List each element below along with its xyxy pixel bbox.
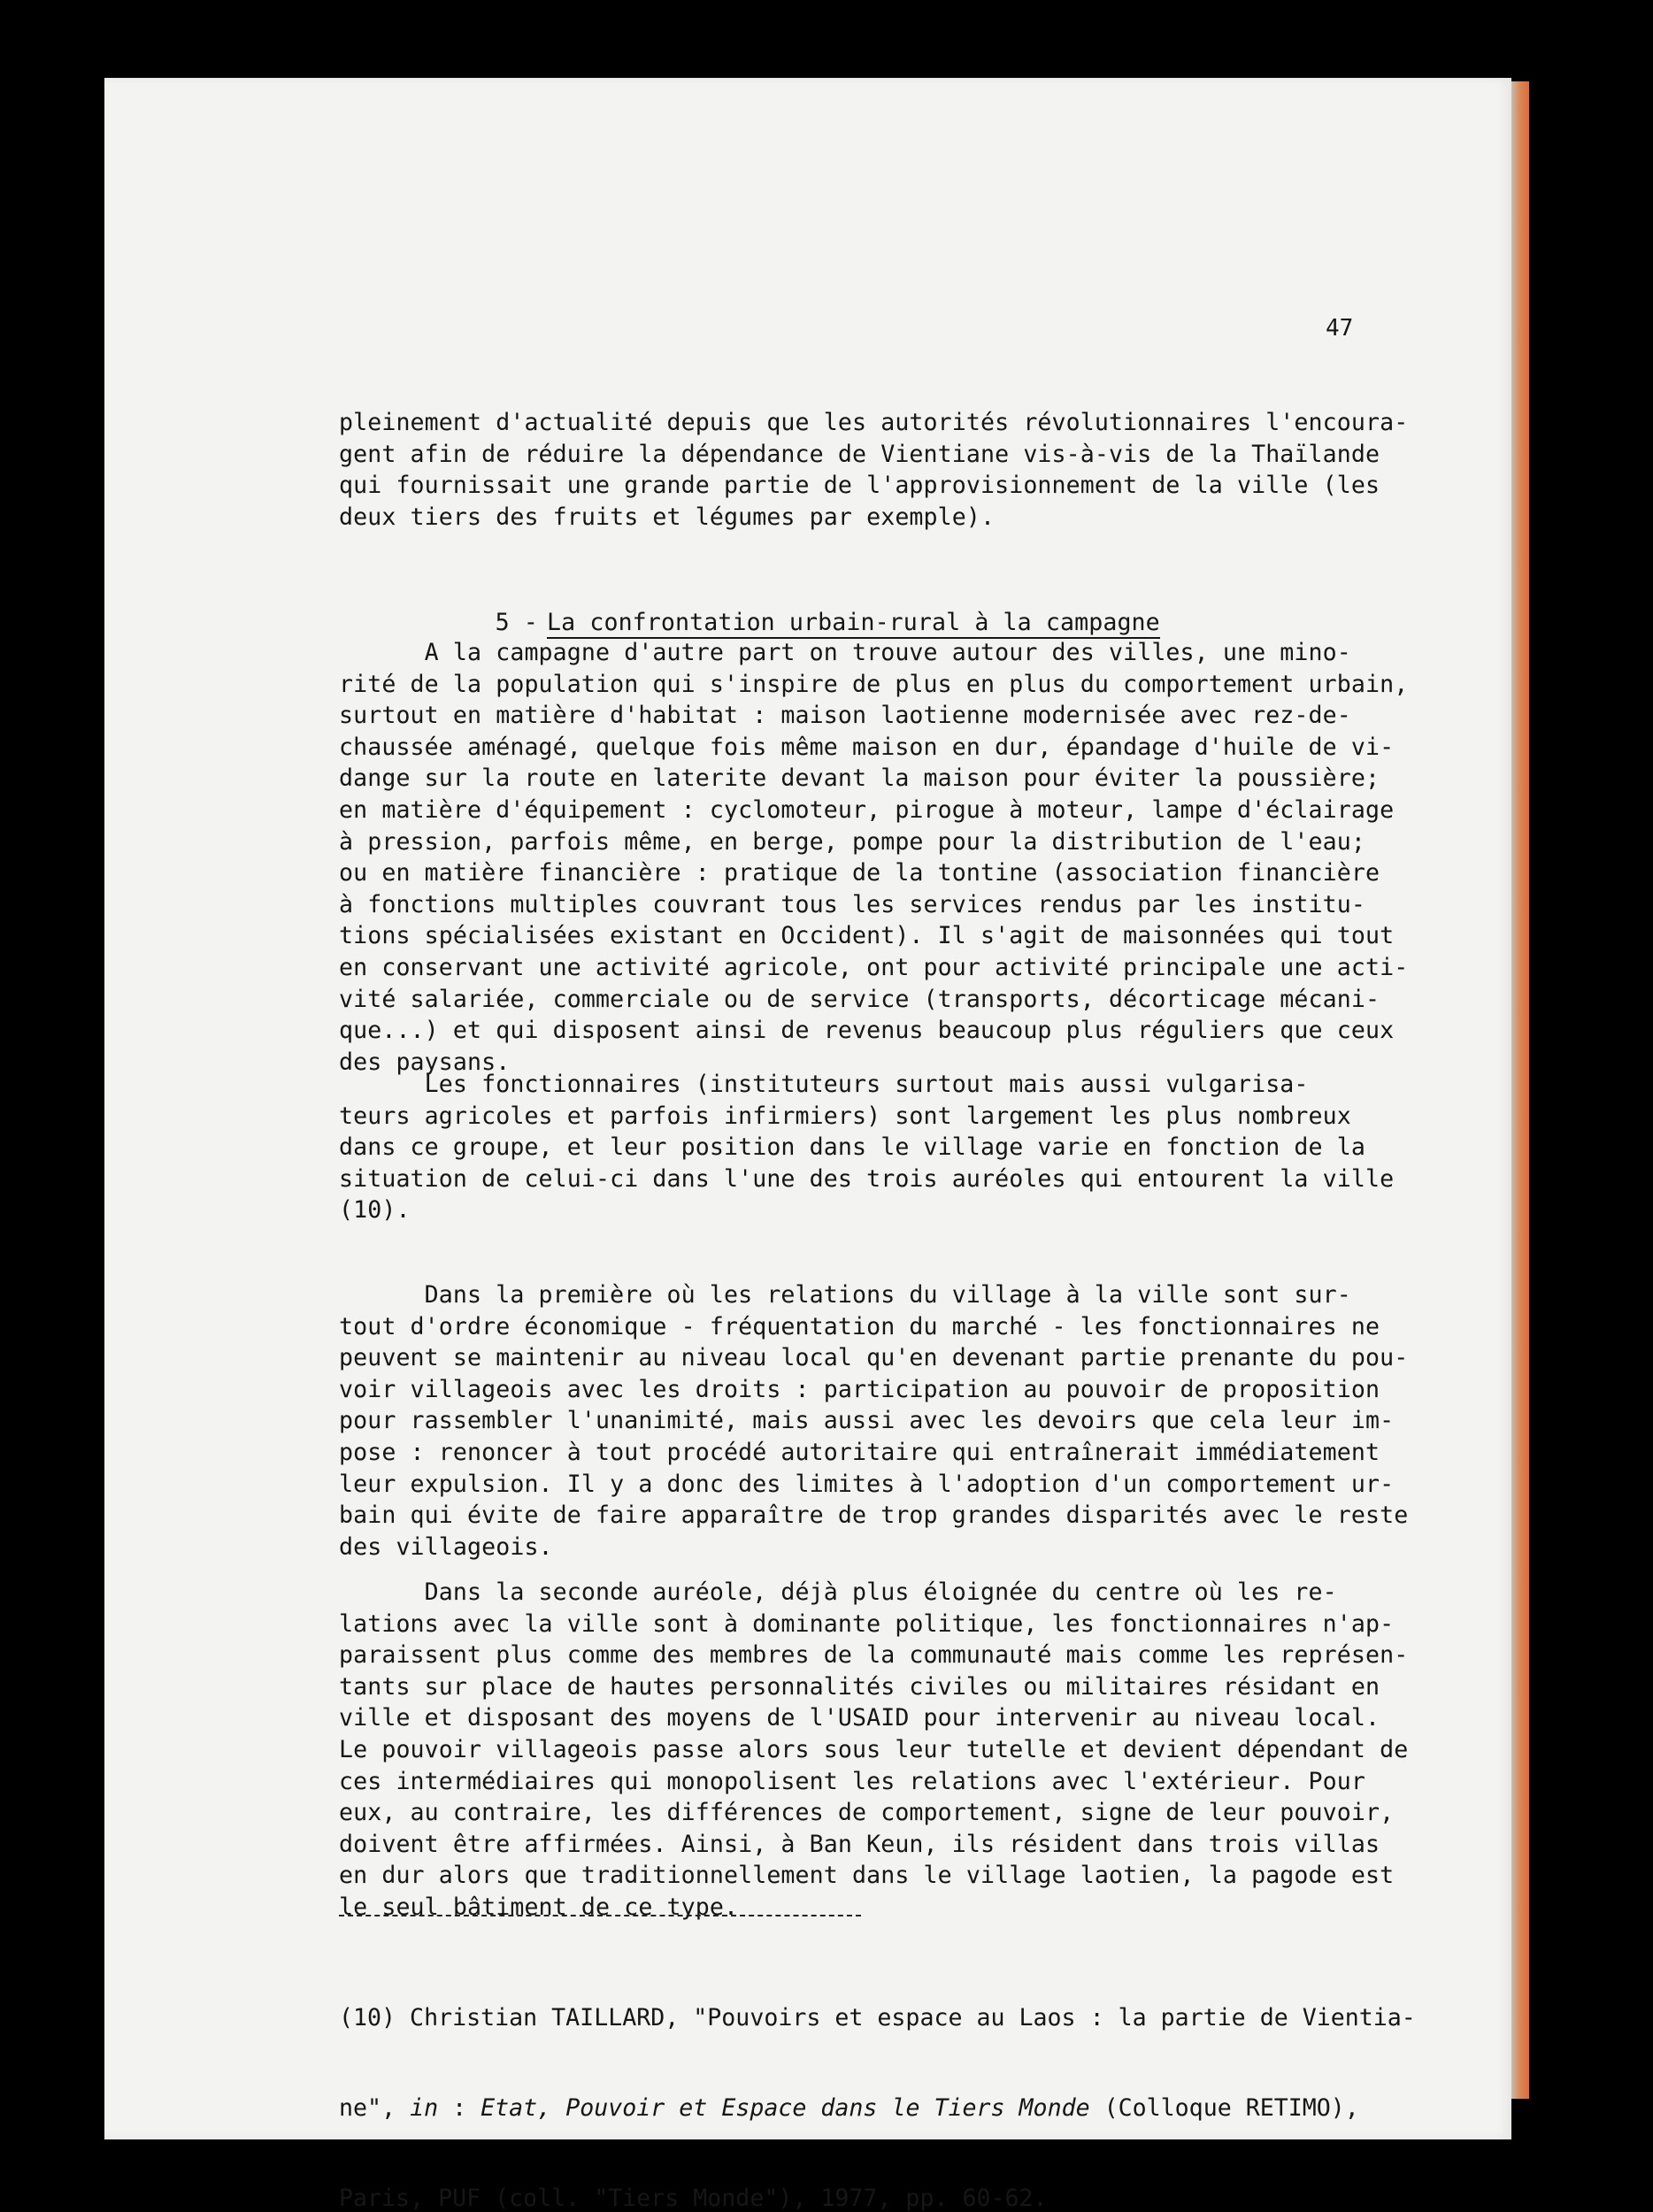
text-line: pour rassembler l'unanimité, mais aussi avec les devoirs que cela leur im- — [339, 1407, 1395, 1435]
text-line: surtout en matière d'habitat : maison laotienne modernisée avec rez-de- — [339, 702, 1351, 730]
paragraph-fonctionnaires — [339, 1069, 1394, 1226]
text-line: leur expulsion. Il y a donc des limites à l'adoption d'un comportement ur- — [339, 1470, 1395, 1498]
body-text — [339, 78, 1436, 1921]
text-line: rité de la population qui s'inspire de plus en plus du comportement urbain, — [339, 670, 1409, 698]
text-line: à fonctions multiples couvrant tous les services rendus par les institu- — [339, 890, 1365, 918]
paragraph-campagne — [339, 637, 1408, 1078]
text-line: tout d'ordre économique - fréquentation du marché - les fonctionnaires ne — [339, 1312, 1380, 1340]
text-line: A la campagne d'autre part on trouve autour des villes, une mino- — [339, 639, 1351, 666]
section-number: 5 - — [495, 608, 539, 636]
page-number: 47 — [1326, 315, 1354, 342]
text-line: Dans la première où les relations du village à la ville sont sur- — [339, 1281, 1351, 1309]
text-line: doivent être affirmées. Ainsi, à Ban Keun, ils résident dans trois villas — [339, 1830, 1380, 1858]
text-line: tions spécialisées existant en Occident). Il s'agit de maisonnées qui tout — [339, 922, 1395, 950]
book-page — [104, 78, 1511, 2212]
footnote-line-2-sep: : — [438, 2094, 481, 2122]
text-line: situation de celui-ci dans l'une des trois auréoles qui entourent la ville — [339, 1164, 1395, 1193]
text-line: bain qui évite de faire apparaître de trop grandes disparités avec le reste — [339, 1502, 1409, 1530]
text-line: ou en matière financière : pratique de la tontine (association financière — [339, 859, 1380, 887]
text-line: lations avec la ville sont à dominante politique, les fonctionnaires n'ap- — [339, 1609, 1395, 1638]
footnote — [339, 1943, 1416, 2212]
text-line: ces intermédiaires qui monopolisent les relations avec l'extérieur. Pour — [339, 1767, 1365, 1795]
paragraph-seconde-aureole — [339, 1577, 1408, 1924]
text-line: le seul bâtiment de ce type. — [339, 1893, 739, 1921]
footnote-separator — [339, 1915, 861, 1916]
intro-paragraph — [339, 407, 1408, 533]
footnote-line-1: (10) Christian TAILLARD, "Pouvoirs et espace au Laos : la partie de Vientia- — [339, 2004, 1416, 2032]
text-line: dans ce groupe, et leur position dans le village varie en fonction de la — [339, 1133, 1365, 1162]
text-line: en conservant une activité agricole, ont pour activité principale une acti- — [339, 953, 1409, 981]
footnote-book-title: Etat, Pouvoir et Espace dans le Tiers Monde — [481, 2094, 1090, 2122]
text-line: chaussée aménagé, quelque fois même maison en dur, épandage d'huile de vi- — [339, 733, 1395, 761]
text-line: Les fonctionnaires (instituteurs surtout mais aussi vulgarisa- — [339, 1071, 1309, 1098]
text-line: des paysans. — [339, 1048, 511, 1076]
paragraph-premiere-aureole — [339, 1279, 1408, 1563]
text-line: gent afin de réduire la dépendance de Vientiane vis-à-vis de la Thaïlande — [339, 440, 1380, 468]
text-line: Le pouvoir villageois passe alors sous leur tutelle et devient dépendant de — [339, 1735, 1409, 1763]
text-line: pose : renoncer à tout procédé autoritaire qui entraînerait immédiatement — [339, 1438, 1380, 1466]
text-line: peuvent se maintenir au niveau local qu'en devenant partie prenante du pou- — [339, 1344, 1409, 1372]
text-line: dange sur la route en laterite devant la maison pour éviter la poussière; — [339, 764, 1380, 793]
footnote-line-2-start: ne", — [339, 2094, 411, 2122]
text-line: voir villageois avec les droits : participation au pouvoir de proposition — [339, 1375, 1380, 1403]
text-line: paraissent plus comme des membres de la communauté mais comme les représen- — [339, 1641, 1409, 1670]
text-line: vité salariée, commerciale ou de service (transports, décorticage mécani- — [339, 985, 1380, 1013]
text-line: teurs agricoles et parfois infirmiers) sont largement les plus nombreux — [339, 1102, 1351, 1130]
footnote-line-2 — [339, 2093, 1416, 2124]
text-line: que...) et qui disposent ainsi de revenus beaucoup plus réguliers que ceux — [339, 1017, 1395, 1045]
section-title: La confrontation urbain-rural à la campagne — [547, 609, 1160, 639]
text-line: qui fournissait une grande partie de l'approvisionnement de la ville (les — [339, 472, 1380, 500]
footnote-line-2-end: (Colloque RETIMO), — [1089, 2094, 1359, 2122]
text-line: ville et disposant des moyens de l'USAID pour intervenir au niveau local. — [339, 1704, 1380, 1732]
text-line: des villageois. — [339, 1532, 553, 1561]
text-line: en matière d'équipement : cyclomoteur, pirogue à moteur, lampe d'éclairage — [339, 795, 1395, 824]
text-line: tants sur place de hautes personnalités civiles ou militaires résidant en — [339, 1672, 1380, 1701]
section-heading — [410, 575, 1160, 670]
text-line: pleinement d'actualité depuis que les autorités révolutionnaires l'encoura- — [339, 409, 1409, 436]
footnote-line-3: Paris, PUF (coll. "Tiers Monde"), 1977, pp. 60-62. — [339, 2185, 1048, 2212]
text-line: à pression, parfois même, en berge, pompe pour la distribution de l'eau; — [339, 827, 1365, 856]
text-line: Dans la seconde auréole, déjà plus éloignée du centre où les re- — [339, 1578, 1337, 1606]
footnote-in: in — [410, 2094, 439, 2122]
text-line: en dur alors que traditionnellement dans le village laotien, la pagode est — [339, 1862, 1395, 1890]
text-line: (10). — [339, 1196, 411, 1225]
text-line: eux, au contraire, les différences de comportement, signe de leur pouvoir, — [339, 1799, 1395, 1827]
text-line: deux tiers des fruits et légumes par exemple). — [339, 503, 996, 531]
